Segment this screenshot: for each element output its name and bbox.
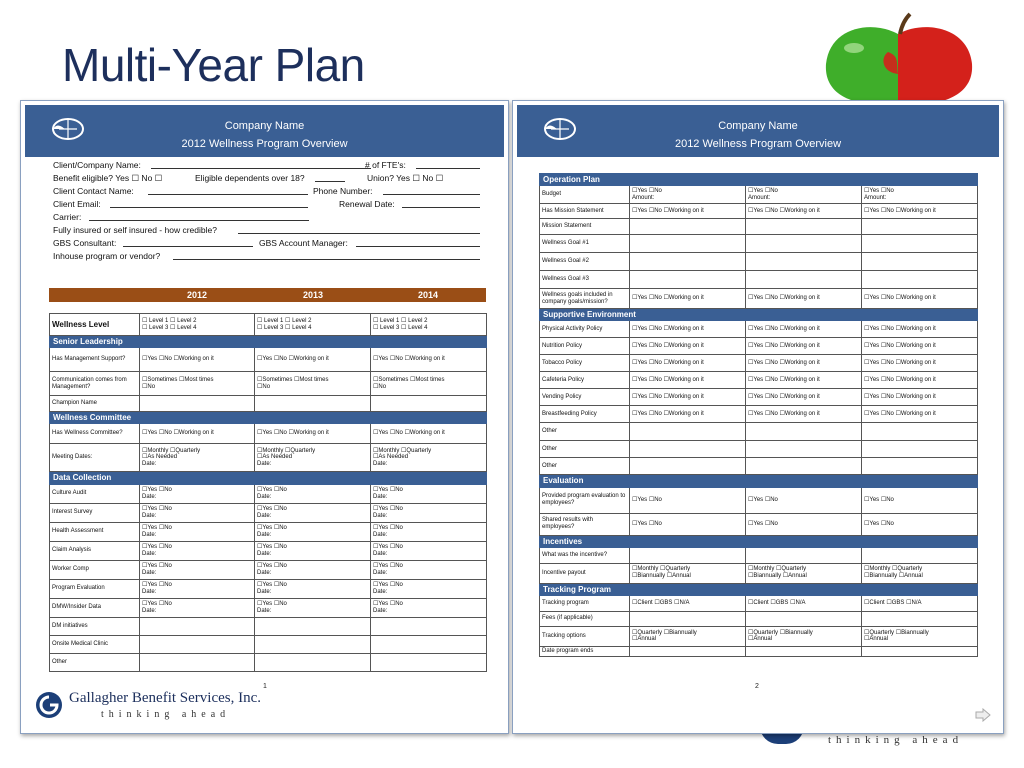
year-cell[interactable] [371, 653, 487, 671]
row-label: Wellness Goal #3 [540, 271, 630, 289]
year-cell[interactable] [630, 271, 746, 289]
year-cell[interactable] [140, 653, 255, 671]
row-other [50, 653, 487, 671]
apple-icon [818, 12, 978, 104]
year-cell[interactable]: ☐Yes ☐No [862, 487, 978, 513]
row-label: Has Management Support? [50, 348, 140, 372]
row-label: Cafeteria Policy [540, 372, 630, 389]
year-2013: 2013 [303, 290, 324, 300]
row-label: Other [540, 441, 630, 458]
year-cell[interactable]: ☐Yes ☐No Date: [140, 541, 255, 560]
row-data-item [50, 560, 487, 579]
row-label: Champion Name [50, 396, 140, 412]
year-cell[interactable]: ☐Yes ☐No Date: [140, 579, 255, 598]
year-cell[interactable]: ☐Quarterly ☐Biannually ☐Annual [862, 626, 978, 646]
carrier-label: Carrier: [53, 212, 82, 222]
row-label: Provided program evaluation to employees? [540, 487, 630, 513]
year-cell[interactable]: ☐Yes ☐No ☐Working on it [371, 348, 487, 372]
row-label: Physical Activity Policy [540, 321, 630, 338]
row-label: Program Evaluation [50, 579, 140, 598]
year-cell[interactable]: ☐Monthly ☐Quarterly ☐Biannually ☐Annual [862, 563, 978, 583]
consultant-field[interactable] [123, 238, 253, 247]
year-cell[interactable] [746, 646, 862, 656]
row-label: Wellness Goal #2 [540, 253, 630, 271]
year-cell[interactable] [862, 547, 978, 563]
year-cell[interactable]: ☐Yes ☐No Date: [140, 560, 255, 579]
year-cell[interactable]: ☐Yes ☐No ☐Working on it [746, 338, 862, 355]
year-cell[interactable] [630, 611, 746, 626]
year-cell[interactable]: ☐Yes ☐No ☐Working on it [630, 204, 746, 219]
row-label: Budget [540, 186, 630, 204]
page-number-2: 2 [755, 683, 759, 690]
row-incentive-what [540, 547, 978, 563]
year-cell[interactable]: ☐Yes ☐No [630, 487, 746, 513]
year-cell[interactable]: ☐Yes ☐No Date: [371, 560, 487, 579]
year-cell[interactable]: ☐Yes ☐No ☐Working on it [371, 424, 487, 444]
renewal-label: Renewal Date: [339, 199, 395, 209]
contact-label: Client Contact Name: [53, 186, 134, 196]
email-field[interactable] [110, 199, 308, 208]
program-subtitle-2: 2012 Wellness Program Overview [674, 138, 842, 150]
row-label: Has Wellness Committee? [50, 424, 140, 444]
row-dm [50, 617, 487, 635]
year-cell[interactable]: ☐Yes ☐No Date: [371, 598, 487, 617]
year-cell[interactable] [746, 547, 862, 563]
row-label: Wellness Goal #1 [540, 235, 630, 253]
year-cell[interactable] [630, 235, 746, 253]
page-header-2 [517, 105, 999, 157]
year-cell[interactable] [862, 219, 978, 235]
section-title: Wellness Committee [50, 412, 487, 424]
year-cell[interactable] [371, 396, 487, 412]
year-cell[interactable] [371, 635, 487, 653]
year-cell[interactable]: ☐Sometimes ☐Most times ☐No [371, 372, 487, 396]
year-cell[interactable] [746, 219, 862, 235]
year-cell[interactable]: ☐Yes ☐No ☐Working on it [746, 321, 862, 338]
year-cell[interactable]: ☐Client ☐GBS ☐N/A [746, 595, 862, 611]
union-question[interactable]: Union? Yes ☐ No ☐ [367, 173, 444, 183]
row-provided-eval [540, 487, 978, 513]
year-cell[interactable]: ☐Client ☐GBS ☐N/A [630, 595, 746, 611]
year-cell[interactable] [255, 396, 371, 412]
footer-tagline: thinking ahead [101, 709, 231, 720]
row-goal1 [540, 235, 978, 253]
section-title: Data Collection [50, 472, 487, 484]
year-cell[interactable]: ☐Sometimes ☐Most times ☐No [140, 372, 255, 396]
year-cell[interactable]: ☐Yes ☐No Date: [140, 522, 255, 541]
year-cell[interactable] [862, 423, 978, 441]
row-other [540, 423, 978, 441]
year-cell[interactable]: ☐Yes ☐No ☐Working on it [746, 204, 862, 219]
row-label: Nutrition Policy [540, 338, 630, 355]
year-cell[interactable]: ☐Yes ☐No ☐Working on it [862, 204, 978, 219]
row-budget [540, 186, 978, 204]
company-name: Company Name [224, 120, 305, 132]
form-page-2 [512, 100, 1004, 734]
manager-field[interactable] [356, 238, 480, 247]
year-cell[interactable] [255, 635, 371, 653]
insurance-field[interactable] [238, 225, 480, 234]
row-fees [540, 611, 978, 626]
row-has-committee [50, 424, 487, 444]
year-cell[interactable]: ☐Yes ☐No Amount: [862, 186, 978, 204]
section-tracking-program [540, 583, 978, 595]
row-shared-results [540, 513, 978, 535]
wellness-level-options[interactable]: ☐ Level 1 ☐ Level 2 ☐ Level 3 ☐ Level 4 [371, 314, 487, 336]
row-label: Health Assessment [50, 522, 140, 541]
year-cell[interactable]: ☐Yes ☐No ☐Working on it [255, 348, 371, 372]
year-cell[interactable] [630, 547, 746, 563]
row-other [540, 458, 978, 475]
year-cell[interactable]: ☐Yes ☐No Date: [371, 541, 487, 560]
year-cell[interactable]: ☐Yes ☐No Date: [255, 598, 371, 617]
year-cell[interactable]: ☐Yes ☐No ☐Working on it [862, 355, 978, 372]
year-cell[interactable] [746, 441, 862, 458]
benefit-eligible[interactable]: Benefit eligible? Yes ☐ No ☐ [53, 173, 163, 183]
year-cell[interactable]: ☐Yes ☐No ☐Working on it [630, 338, 746, 355]
year-cell[interactable] [630, 219, 746, 235]
row-label: Breastfeeding Policy [540, 406, 630, 423]
year-cell[interactable] [630, 441, 746, 458]
year-cell[interactable] [746, 271, 862, 289]
year-cell[interactable]: ☐Yes ☐No ☐Working on it [862, 389, 978, 406]
section-title: Incentives [540, 535, 978, 547]
year-cell[interactable]: ☐Yes ☐No Date: [371, 484, 487, 503]
year-cell[interactable]: ☐Yes ☐No [746, 513, 862, 535]
year-cell[interactable]: ☐Yes ☐No Date: [255, 541, 371, 560]
row-label: Tracking options [540, 626, 630, 646]
manager-label: GBS Account Manager: [259, 238, 348, 248]
year-cell[interactable]: ☐Yes ☐No ☐Working on it [746, 355, 862, 372]
row-other [540, 441, 978, 458]
year-cell[interactable]: ☐Monthly ☐Quarterly ☐As Needed Date: [140, 444, 255, 472]
year-cell[interactable] [255, 653, 371, 671]
year-cell[interactable]: ☐Yes ☐No Date: [140, 484, 255, 503]
renewal-field[interactable] [402, 199, 480, 208]
wellness-level-options[interactable]: ☐ Level 1 ☐ Level 2 ☐ Level 3 ☐ Level 4 [255, 314, 371, 336]
phone-label: Phone Number: [313, 186, 373, 196]
row-data-item [50, 503, 487, 522]
year-cell[interactable]: ☐Yes ☐No Amount: [746, 186, 862, 204]
year-cell[interactable]: ☐Yes ☐No ☐Working on it [630, 406, 746, 423]
row-policy [540, 321, 978, 338]
row-goal2 [540, 253, 978, 271]
row-label: Wellness goals included in company goals/mission? [540, 289, 630, 309]
year-cell[interactable] [862, 235, 978, 253]
year-cell[interactable] [862, 253, 978, 271]
year-cell[interactable]: ☐Yes ☐No ☐Working on it [862, 406, 978, 423]
carrier-field[interactable] [89, 212, 309, 221]
row-data-item [50, 598, 487, 617]
year-2012: 2012 [187, 290, 208, 300]
year-cell[interactable]: ☐Yes ☐No ☐Working on it [140, 348, 255, 372]
row-label: Other [540, 423, 630, 441]
wellness-level-options[interactable]: ☐ Level 1 ☐ Level 2 ☐ Level 3 ☐ Level 4 [140, 314, 255, 336]
row-label: Incentive payout [540, 563, 630, 583]
row-label: Culture Audit [50, 484, 140, 503]
form-page-1 [20, 100, 509, 734]
year-cell[interactable]: ☐Yes ☐No Date: [255, 484, 371, 503]
client-name-field[interactable] [151, 160, 371, 169]
section-incentives [540, 535, 978, 547]
section-title: Tracking Program [540, 583, 978, 595]
year-cell[interactable]: ☐Monthly ☐Quarterly ☐Biannually ☐Annual [630, 563, 746, 583]
year-cell[interactable]: ☐Monthly ☐Quarterly ☐As Needed Date: [255, 444, 371, 472]
wellness-plan-table-1 [49, 313, 487, 672]
row-label: Claim Analysis [50, 541, 140, 560]
program-subtitle: 2012 Wellness Program Overview [181, 138, 348, 150]
year-cell[interactable] [746, 423, 862, 441]
year-cell[interactable]: ☐Yes ☐No Date: [140, 503, 255, 522]
year-cell[interactable]: ☐Yes ☐No ☐Working on it [255, 424, 371, 444]
row-label: Mission Statement [540, 219, 630, 235]
row-data-item [50, 484, 487, 503]
page-header [25, 105, 504, 157]
year-cell[interactable]: ☐Yes ☐No ☐Working on it [746, 389, 862, 406]
year-cell[interactable]: ☐Yes ☐No ☐Working on it [140, 424, 255, 444]
row-label: Shared results with employees? [540, 513, 630, 535]
footer-logo [35, 687, 275, 727]
footer-company: Gallagher Benefit Services, Inc. [69, 690, 262, 706]
section-operation-plan [540, 174, 978, 186]
row-label: DMW/Insider Data [50, 598, 140, 617]
year-cell[interactable]: ☐Monthly ☐Quarterly ☐As Needed Date: [371, 444, 487, 472]
row-policy [540, 372, 978, 389]
year-cell[interactable]: ☐Client ☐GBS ☐N/A [862, 595, 978, 611]
row-tracking [540, 595, 978, 611]
year-cell[interactable]: ☐Monthly ☐Quarterly ☐Biannually ☐Annual [746, 563, 862, 583]
gallagher-g-icon [35, 691, 63, 719]
consultant-label: GBS Consultant: [53, 238, 117, 248]
row-mission [540, 219, 978, 235]
email-label: Client Email: [53, 199, 101, 209]
row-label: Tobacco Policy [540, 355, 630, 372]
row-policy [540, 355, 978, 372]
wellness-plan-table-2 [539, 173, 978, 657]
phone-field[interactable] [383, 186, 480, 195]
row-label: Vending Policy [540, 389, 630, 406]
year-cell[interactable]: ☐Yes ☐No Date: [140, 598, 255, 617]
year-cell[interactable] [862, 646, 978, 656]
row-label: Fees (if applicable) [540, 611, 630, 626]
inhouse-label: Inhouse program or vendor? [53, 251, 161, 261]
row-label: Interest Survey [50, 503, 140, 522]
year-cell[interactable]: ☐Yes ☐No ☐Working on it [746, 372, 862, 389]
bottom-tagline: thinking ahead [828, 734, 964, 746]
row-incentive-payout [540, 563, 978, 583]
year-cell[interactable]: ☐Yes ☐No ☐Working on it [862, 321, 978, 338]
section-wellness-committee [50, 412, 487, 424]
year-cell[interactable]: ☐Yes ☐No ☐Working on it [630, 355, 746, 372]
year-cell[interactable]: ☐Yes ☐No Amount: [630, 186, 746, 204]
year-cell[interactable] [746, 253, 862, 271]
year-cell[interactable] [746, 235, 862, 253]
year-cell[interactable]: ☐Quarterly ☐Biannually ☐Annual [746, 626, 862, 646]
row-label: Tracking program [540, 595, 630, 611]
row-data-item [50, 541, 487, 560]
dependents-field[interactable] [315, 173, 345, 182]
year-cell[interactable] [255, 617, 371, 635]
row-tracking-options [540, 626, 978, 646]
year-cell[interactable] [746, 611, 862, 626]
row-label: What was the incentive? [540, 547, 630, 563]
year-cell[interactable]: ☐Yes ☐No ☐Working on it [746, 406, 862, 423]
year-cell[interactable] [862, 271, 978, 289]
year-cell[interactable] [630, 253, 746, 271]
year-cell[interactable]: ☐Sometimes ☐Most times ☐No [255, 372, 371, 396]
year-cell[interactable]: ☐Yes ☐No Date: [255, 503, 371, 522]
year-cell[interactable]: ☐Yes ☐No ☐Working on it [862, 372, 978, 389]
row-label: Has Mission Statement [540, 204, 630, 219]
year-cell[interactable]: ☐Yes ☐No ☐Working on it [630, 389, 746, 406]
section-title: Operation Plan [540, 174, 978, 186]
year-cell[interactable] [371, 617, 487, 635]
year-cell[interactable]: ☐Yes ☐No ☐Working on it [630, 289, 746, 309]
client-name-label: Client/Company Name: [53, 160, 141, 170]
year-cell[interactable]: ☐Yes ☐No Date: [255, 522, 371, 541]
row-meeting-dates [50, 444, 487, 472]
row-policy [540, 406, 978, 423]
insurance-label: Fully insured or self insured - how credible? [53, 225, 217, 235]
section-title: Supportive Environment [540, 309, 978, 321]
year-cell[interactable] [630, 646, 746, 656]
year-cell[interactable]: ☐Yes ☐No Date: [371, 579, 487, 598]
year-cell[interactable] [630, 458, 746, 475]
row-label: Communication comes from Management? [50, 372, 140, 396]
company-name-2: Company Name [718, 120, 798, 132]
year-cell[interactable]: ☐Yes ☐No [862, 513, 978, 535]
row-data-item [50, 522, 487, 541]
contact-field[interactable] [148, 186, 308, 195]
year-cell[interactable] [140, 396, 255, 412]
wellness-level-row [50, 314, 487, 336]
inhouse-field[interactable] [173, 251, 480, 260]
section-evaluation [540, 475, 978, 487]
slide-title: Multi-Year Plan [62, 39, 365, 91]
year-cell[interactable]: ☐Yes ☐No [630, 513, 746, 535]
year-cell[interactable] [862, 441, 978, 458]
row-label: Worker Comp [50, 560, 140, 579]
row-label: Other [540, 458, 630, 475]
year-cell[interactable]: ☐Yes ☐No ☐Working on it [862, 338, 978, 355]
row-onsite [50, 635, 487, 653]
year-2014: 2014 [418, 290, 439, 300]
year-cell[interactable]: ☐Yes ☐No ☐Working on it [746, 289, 862, 309]
year-header-bar [49, 288, 486, 302]
row-label: Other [50, 653, 140, 671]
year-cell[interactable] [862, 458, 978, 475]
year-cell[interactable]: ☐Quarterly ☐Biannually ☐Annual [630, 626, 746, 646]
year-cell[interactable]: ☐Yes ☐No Date: [371, 522, 487, 541]
section-senior-leadership [50, 336, 487, 348]
year-cell[interactable]: ☐Yes ☐No ☐Working on it [630, 372, 746, 389]
year-cell[interactable] [862, 611, 978, 626]
row-label: Meeting Dates: [50, 444, 140, 472]
row-mission-statement [540, 204, 978, 219]
row-date-ends [540, 646, 978, 656]
year-cell[interactable]: ☐Yes ☐No [746, 487, 862, 513]
year-cell[interactable]: ☐Yes ☐No Date: [371, 503, 487, 522]
row-label: Date program ends [540, 646, 630, 656]
row-goal3 [540, 271, 978, 289]
row-data-item [50, 579, 487, 598]
year-cell[interactable]: ☐Yes ☐No ☐Working on it [862, 289, 978, 309]
row-goals-included [540, 289, 978, 309]
section-supportive-environment [540, 309, 978, 321]
row-management-support [50, 348, 487, 372]
year-cell[interactable]: ☐Yes ☐No Date: [255, 560, 371, 579]
row-policy [540, 389, 978, 406]
dependents-label: Eligible dependents over 18? [195, 173, 305, 183]
fte-label: # of FTE's: [365, 160, 406, 170]
year-cell[interactable] [140, 635, 255, 653]
year-cell[interactable]: ☐Yes ☐No Date: [255, 579, 371, 598]
row-champion [50, 396, 487, 412]
year-cell[interactable]: ☐Yes ☐No ☐Working on it [630, 321, 746, 338]
year-cell[interactable] [746, 458, 862, 475]
row-label: Onsite Medical Clinic [50, 635, 140, 653]
row-communication [50, 372, 487, 396]
row-policy [540, 338, 978, 355]
section-data-collection [50, 472, 487, 484]
section-title: Senior Leadership [50, 336, 487, 348]
year-cell[interactable] [140, 617, 255, 635]
wellness-level-label: Wellness Level [50, 314, 140, 336]
year-cell[interactable] [630, 423, 746, 441]
section-title: Evaluation [540, 475, 978, 487]
fte-field[interactable] [416, 160, 480, 169]
page-number-1: 1 [263, 683, 267, 690]
next-arrow-icon[interactable] [975, 708, 991, 722]
row-label: DM initiatives [50, 617, 140, 635]
